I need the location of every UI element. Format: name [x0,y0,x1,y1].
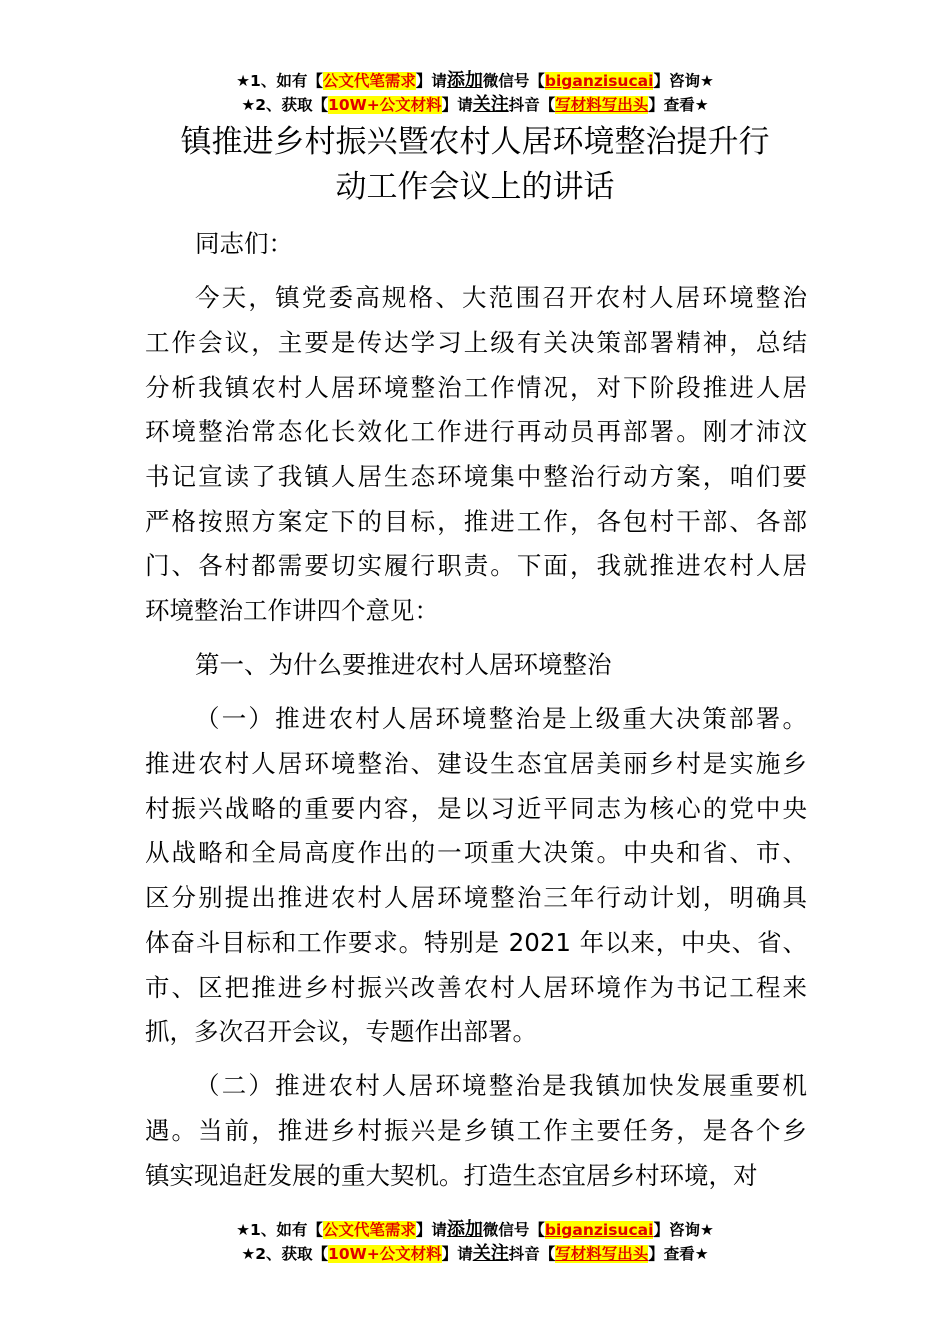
header-banner [0,69,950,117]
banner-text: 微信号【 [482,72,545,90]
banner-text: 】请 [441,1245,473,1263]
banner-highlight: 公文代笔需求 [322,1221,416,1239]
text-line: 今天，镇党委高规格、大范围召开农村人居环境整治 [195,283,807,313]
banner-link[interactable]: biganzisucai [544,72,654,90]
banner-text: 】请 [415,1221,447,1239]
banner-emphasis: 关注 [472,94,509,115]
text-line: 体奋斗目标和工作要求。特别是 2021 年以来，中央、省、 [145,927,807,957]
banner-emphasis: 关注 [472,1243,509,1264]
text-line: 工作会议，主要是传达学习上级有关决策部署精神，总结 [145,327,807,357]
banner-link[interactable]: 写材料写出头 [555,96,649,114]
text-line: 分析我镇农村人居环境整治工作情况，对下阶段推进人居 [145,372,807,402]
paragraph [145,643,807,688]
text-line: 抓，多次召开会议，专题作出部署。 [145,1017,537,1047]
paragraph [145,276,807,634]
text-line: 推进农村人居环境整治、建设生态宜居美丽乡村是实施乡 [145,749,807,779]
paragraph [145,1064,807,1198]
banner-line1 [0,69,950,93]
banner-text: ★2、获取【 [241,1245,329,1263]
banner-emphasis: 添加 [446,1219,483,1240]
banner-line2 [0,1242,950,1266]
text-line: 第一、为什么要推进农村人居环境整治 [195,650,612,680]
text-line: 环境整治工作讲四个意见： [145,596,439,625]
banner-highlight: 公文代笔需求 [322,72,416,90]
banner-text: 抖音【 [508,96,556,114]
banner-link[interactable]: biganzisucai [544,1221,654,1239]
banner-emphasis: 添加 [446,70,483,91]
text-line: 镇实现追赶发展的重大契机。打造生态宜居乡村环境，对 [145,1160,758,1190]
text-line: 环境整治常态化长效化工作进行再动员再部署。刚才沛汶 [145,417,807,447]
banner-text: ★2、获取【 [241,96,329,114]
banner-highlight: 10W+公文材料 [328,96,442,114]
title-line: 动工作会议上的讲话 [335,169,615,205]
banner-text: 】查看★ [648,96,709,114]
paragraph [145,697,807,1055]
document-title [140,120,810,210]
text-line: 门、各村都需要切实履行职责。下面，我就推进农村人居 [145,551,807,581]
banner-text: 】请 [441,96,473,114]
banner-text: 】请 [415,72,447,90]
text-line: 区分别提出推进农村人居环境整治三年行动计划，明确具 [145,883,807,913]
paragraph [145,222,807,267]
banner-text: 】咨询★ [653,72,714,90]
text-line: 从战略和全局高度作出的一项重大决策。中央和省、市、 [145,838,807,868]
banner-highlight: 10W+公文材料 [328,1245,442,1263]
text-line: 书记宣读了我镇人居生态环境集中整治行动方案，咱们要 [145,461,807,491]
banner-line2 [0,93,950,117]
text-line: 村振兴战略的重要内容，是以习近平同志为核心的党中央 [145,793,807,823]
document-body [145,222,807,1208]
banner-text: ★1、如有【 [236,72,323,90]
banner-text: 微信号【 [482,1221,545,1239]
banner-link[interactable]: 写材料写出头 [555,1245,649,1263]
banner-text: 抖音【 [508,1245,556,1263]
footer-banner [0,1218,950,1266]
banner-text: 】咨询★ [653,1221,714,1239]
banner-text: 】查看★ [648,1245,709,1263]
banner-line1 [0,1218,950,1242]
text-line: （一）推进农村人居环境整治是上级重大决策部署。 [195,704,807,734]
text-line: 遇。当前，推进乡村振兴是乡镇工作主要任务，是各个乡 [145,1116,807,1146]
text-line: （二）推进农村人居环境整治是我镇加快发展重要机 [195,1071,807,1101]
text-line: 同志们： [195,229,293,258]
text-line: 市、区把推进乡村振兴改善农村人居环境作为书记工程来 [145,972,807,1002]
text-line: 严格按照方案定下的目标，推进工作，各包村干部、各部 [145,506,807,536]
title-line: 镇推进乡村振兴暨农村人居环境整治提升行 [180,124,770,160]
banner-text: ★1、如有【 [236,1221,323,1239]
